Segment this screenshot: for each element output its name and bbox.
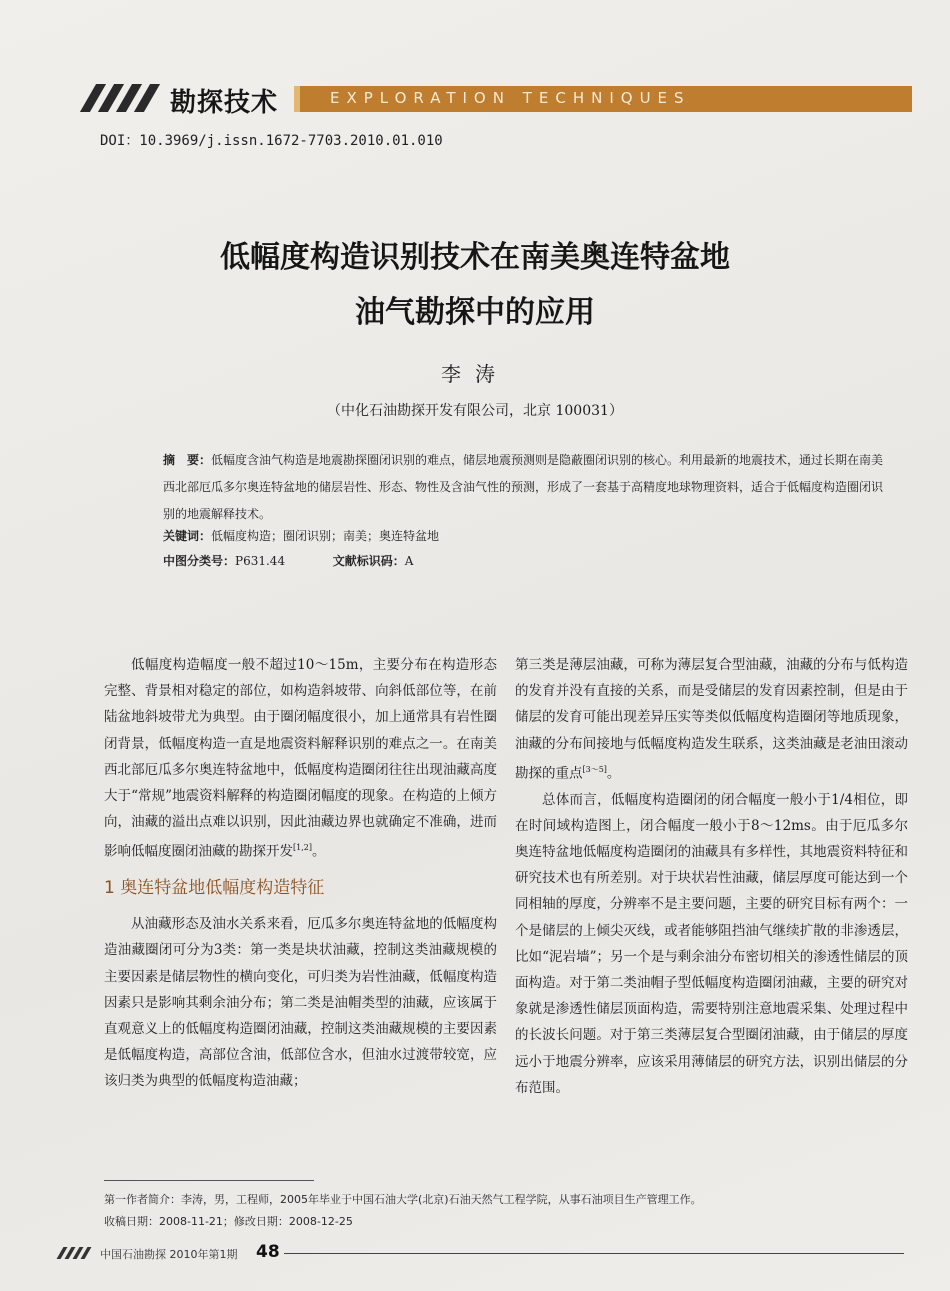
keywords-text: 低幅度构造；圈闭识别；南美；奥连特盆地 [211,529,440,543]
keywords-label: 关键词： [163,529,212,543]
column-left [104,652,497,1095]
keywords [163,527,439,544]
citation: [3～5] [582,764,607,774]
author: 李涛 [441,362,509,386]
doi: DOI：10.3969/j.issn.1672-7703.2010.01.010 [100,133,443,149]
section-title-band [294,86,912,112]
classification-line [163,552,413,569]
abstract [163,447,887,528]
citation: [1,2] [293,843,312,853]
footnote-divider [104,1180,314,1181]
section-heading: 1 奥连特盆地低幅度构造特征 [104,878,325,899]
footer-divider [284,1253,904,1254]
doc-code-label: 文献标识码： [332,554,405,568]
abstract-label: 摘 要： [163,453,212,467]
footer-journal: 中国石油勘探 2010年第1期 [100,1248,238,1261]
clc-label: 中图分类号： [163,554,236,568]
title-line-1: 低幅度构造识别技术在南美奥连特盆地 [220,240,730,275]
doc-code-value: A [404,554,414,568]
abstract-text: 低幅度含油气构造是地震勘探圈闭识别的难点，储层地震预测则是隐蔽圈闭识别的核心。利用最新的地震技术，通过长期在南美西北部厄瓜多尔奥连特盆地的储层岩性、形态、物性及含油气性的预测，形成了一套基于高精度地球物理资料，适合于低幅度构造圈闭识别的地震解释技术。 [163,453,884,521]
column-right [515,652,908,1101]
title-line-2: 油气勘探中的应用 [355,295,595,330]
article-title [150,230,800,340]
footer-slash-icon [56,1247,96,1259]
body-paragraph: 从油藏形态及油水关系来看，厄瓜多尔奥连特盆地的低幅度构造油藏圈闭可分为3类：第一类是块状油藏，控制这类油藏规模的主要因素是储层物性的横向变化，可归类为岩性油藏，低幅度构造因素只是影响其剩余油分布；第二类是油帽类型的油藏，应该属于直观意义上的低幅度构造圈闭油藏，控制这类油藏规模的主要因素是低幅度构造，高部位含油，低部位含水，但油水过渡带较宽，应该归类为典型的低幅度构造油藏； [104,916,497,1090]
clc-value: P631.44 [235,554,286,568]
date-footnote: 收稿日期：2008-11-21；修改日期：2008-12-25 [104,1215,353,1228]
author-footnote: 第一作者简介：李涛，男，工程师，2005年毕业于中国石油大学(北京)石油天然气工程学院，从事石油项目生产管理工作。 [104,1193,702,1206]
affiliation: （中化石油勘探开发有限公司，北京 100031） [327,403,623,419]
body-paragraph: 低幅度构造幅度一般不超过10～15m，主要分布在构造形态完整、背景相对稳定的部位，如构造斜坡带、向斜低部位等，在前陆盆地斜坡带尤为典型。由于圈闭幅度很小，加上通常具有岩性圈闭背景，低幅度构造一直是地震资料解释识别的难点之一。在南美西北部厄瓜多尔奥连特盆地中，低幅度构造圈闭往往出现油藏高度大于“常规”地震资料解释的构造圈闭幅度的现象。在构造的上倾方向，油藏的溢出点难以识别，因此油藏边界也就确定不准确，进而影响低幅度圈闭油藏的勘探开发[1,2]。 [104,657,497,860]
slash-decoration-icon [78,84,170,112]
section-title-en: EXPLORATION TECHNIQUES [330,89,691,107]
page-footer [56,1242,906,1264]
body-paragraph: 第三类是薄层油藏，可称为薄层复合型油藏，油藏的分布与低构造的发育并没有直接的关系，而是受储层的发育因素控制，但是由于储层的发育可能出现差异压实等类似低幅度构造圈闭等地质现象，油藏的分布间接地与低幅度构造发生联系，这类油藏是老油田滚动勘探的重点[3～5]。 [515,657,908,782]
section-title-cn: 勘探技术 [170,88,279,118]
body-paragraph: 总体而言，低幅度构造圈闭的闭合幅度一般小于1/4相位，即在时间域构造图上，闭合幅度一般小于8～12ms。由于厄瓜多尔奥连特盆地低幅度构造圈闭的油藏具有多样性，其地震资料特征和研究技术也有所差别。对于块状岩性油藏，储层厚度可能达到一个同相轴的厚度，分辨率不是主要问题，主要的研究目标有两个：一个是储层的上倾尖灭线，或者能够阻挡油气继续扩散的非渗透层，比如“泥岩墙”；另一个是与剩余油分布密切相关的渗透性储层的顶面构造。对于第二类油帽子型低幅度构造圈闭油藏，主要的研究对象就是渗透性储层顶面构造，需要特别注意地震采集、处理过程中的长波长问题。对于第三类薄层复合型圈闭油藏，由于储层的厚度远小于地震分辨率，应该采用薄储层的研究方法，识别出储层的分布范围。 [515,791,908,1096]
page-number: 48 [256,1242,280,1262]
section-header [78,80,906,116]
